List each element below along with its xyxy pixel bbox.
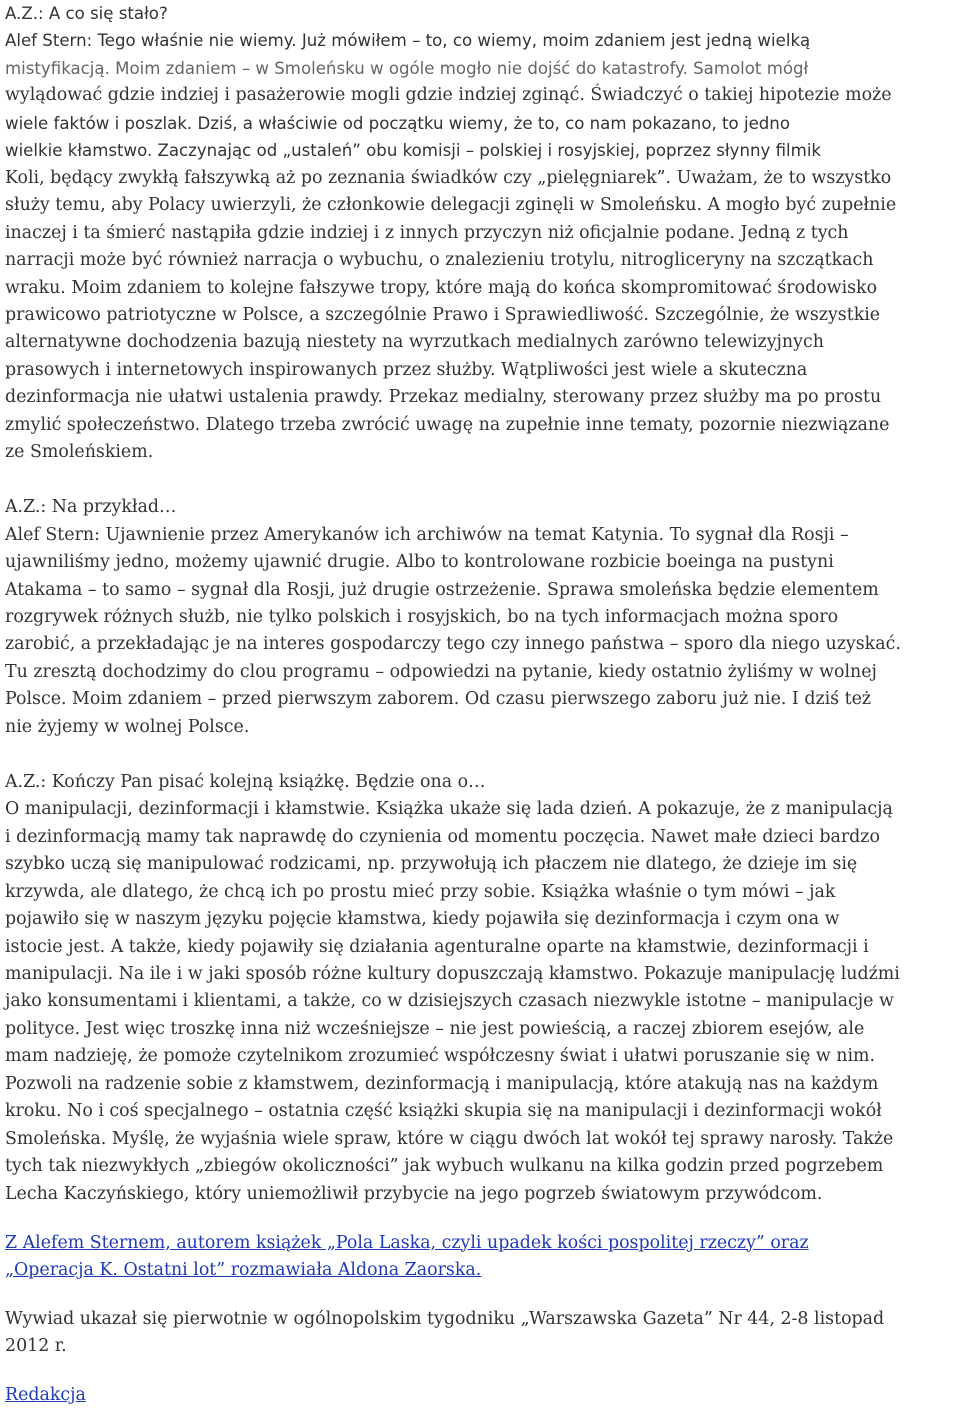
answer-line: Koli, będący zwykłą fałszywką aż po zeznania świadków czy „pielęgniarek”. Uważam, że to wszystko: [5, 167, 892, 188]
answer-line: Alef Stern: Ujawnienie przez Amerykanów ich archiwów na temat Katynia. To sygnał dla Rosji –: [5, 524, 849, 545]
answer-line: O manipulacji, dezinformacji i kłamstwie. Książka ukaże się lada dzień. A pokazuje, że z manipulacją: [5, 799, 893, 820]
answer-line: zmylić społeczeństwo. Dlatego trzeba zwrócić uwagę na zupełnie inne tematy, pozornie niezwiązane: [5, 414, 890, 435]
answer-line: mam nadzieję, że pomoże czytelnikom zrozumieć współczesny świat i ułatwi poruszanie się w nim.: [5, 1046, 876, 1067]
answer-line: kroku. No i coś specjalnego – ostatnia część książki skupia się na manipulacji i dezinformacji wokół: [5, 1101, 882, 1122]
interview-block-1: [5, 0, 956, 467]
answer-line: pojawiło się w naszym języku pojęcie kłamstwa, kiedy pojawiła się dezinformacja i czym ona w: [5, 909, 840, 930]
source-note: [5, 1306, 956, 1361]
credit-link-line[interactable]: Z Alefem Sternem, autorem książek „Pola Laska, czyli upadek kości pospolitej rzeczy” oraz: [5, 1232, 809, 1253]
answer-line: tych tak niezwykłych „zbiegów okoliczności” jak wybuch wulkanu na kilka godzin przed pogrzebem: [5, 1156, 884, 1177]
answer-line: krzywda, ale dlatego, że chcą ich po prostu mieć przy sobie. Książka właśnie o tym mówi – jak: [5, 881, 836, 902]
answer-line: narracji może być również narracja o wybuchu, o znalezieniu trotylu, nitrogliceryny na szczątkach: [5, 250, 874, 271]
source-line: Wywiad ukazał się pierwotnie w ogólnopolskim tygodniku „Warszawska Gazeta” Nr 44, 2-8 listopad: [5, 1308, 885, 1329]
answer-line: mistyfikacją. Moim zdaniem – w Smoleńsku w ogóle mogło nie dojść do katastrofy. Samolot mógł: [5, 58, 809, 78]
answer-line: ze Smoleńskiem.: [5, 442, 154, 463]
answer-line: rozgrywek różnych służb, nie tylko polskich i rosyjskich, bo na tych informacjach można sporo: [5, 607, 839, 628]
answer-line: ujawniliśmy jedno, możemy ujawnić drugie. Albo to kontrolowane rozbicie boeinga na pustyni: [5, 552, 834, 573]
answer-line: zarobić, a przekładając je na interes gospodarczy tego czy innego państwa – sporo dla niego uzyskać.: [5, 634, 901, 655]
answer-line: wiele faktów i poszlak. Dziś, a właściwie od początku wiemy, że to, co nam pokazano, to jedno: [5, 113, 790, 133]
answer-line: szybko uczą się manipulować rodzicami, np. przywołują ich płaczem nie dlatego, że dzieje im się: [5, 854, 858, 875]
answer-line: manipulacji. Na ile i w jaki sposób różne kultury dopuszczają kłamstwo. Pokazuje manipulację ludźmi: [5, 963, 900, 984]
interview-block-2: [5, 494, 956, 741]
interview-block-3: [5, 769, 956, 1208]
answer-line: i dezinformacją mamy tak naprawdę do czynienia od momentu poczęcia. Nawet małe dzieci bardzo: [5, 826, 880, 847]
answer-line: polityce. Jest więc troszkę inna niż wcześniejsze – nie jest powieścią, a raczej zbiorem esejów, ale: [5, 1018, 865, 1039]
answer-line: wylądować gdzie indziej i pasażerowie mogli gdzie indziej zginąć. Świadczyć o takiej hipotezie może: [5, 85, 892, 106]
answer-line: istocie jest. A także, kiedy pojawiły się działania agenturalne oparte na kłamstwie, dezinformacji i: [5, 936, 869, 957]
answer-line: dezinformacja nie ułatwi ustalenia prawdy. Przekaz medialny, sterowany przez służby ma po prostu: [5, 387, 882, 408]
answer-line: Lecha Kaczyńskiego, który uniemożliwił przybycie na jego pogrzeb światowym przywódcom.: [5, 1183, 823, 1204]
answer-line: prasowych i internetowych inspirowanych przez służby. Wątpliwości jest wiele a skuteczna: [5, 359, 808, 380]
question-text: A.Z.: A co się stało?: [5, 4, 168, 23]
answer-line: inaczej i ta śmierć nastąpiła gdzie indziej i z innych przyczyn niż oficjalnie podane. Jedną z tych: [5, 222, 849, 243]
answer-line: Pozwoli na radzenie sobie z kłamstwem, dezinformacją i manipulacją, które atakują nas na każdym: [5, 1073, 879, 1094]
author-credit[interactable]: [5, 1230, 956, 1285]
answer-line: nie żyjemy w wolnej Polsce.: [5, 716, 250, 737]
answer-line: Alef Stern: Tego właśnie nie wiemy. Już mówiłem – to, co wiemy, moim zdaniem jest jedną wielką: [5, 31, 811, 51]
answer-line: Smoleńska. Myślę, że wyjaśnia wiele spraw, które w ciągu dwóch lat wokół tej sprawy narosły. Także: [5, 1128, 894, 1149]
source-line: 2012 r.: [5, 1336, 67, 1357]
answer-line: prawicowo patriotyczne w Polsce, a szczególnie Prawo i Sprawiedliwość. Szczególnie, że wszystkie: [5, 304, 881, 325]
author-section: [5, 1382, 956, 1409]
answer-line: Polsce. Moim zdaniem – przed pierwszym zaborem. Od czasu pierwszego zaboru już nie. I dziś też: [5, 689, 872, 710]
answer-line: jako konsumentami i klientami, a także, co w dzisiejszych czasach niezwykle istotne – manipulacje w: [5, 991, 894, 1012]
question-text: A.Z.: Kończy Pan pisać kolejną książkę. Będzie ona o…: [5, 771, 486, 792]
answer-line: wielkie kłamstwo. Zaczynając od „ustaleń” obu komisji – polskiej i rosyjskiej, poprzez słynny filmik: [5, 141, 822, 161]
answer-line: wraku. Moim zdaniem to kolejne fałszywe tropy, które mają do końca skompromitować środowisko: [5, 277, 878, 298]
answer-line: alternatywne dochodzenia bazują niestety na wyrzutkach medialnych zarówno telewizyjnych: [5, 332, 824, 353]
credit-link-line[interactable]: „Operacja K. Ostatni lot” rozmawiała Aldona Zaorska.: [5, 1259, 482, 1280]
answer-line: Tu zresztą dochodzimy do clou programu – odpowiedzi na pytanie, kiedy ostatnio żyliśmy w wolnej: [5, 661, 877, 682]
editorial-link[interactable]: Redakcja: [5, 1385, 86, 1406]
question-text: A.Z.: Na przykład…: [5, 497, 177, 518]
answer-line: Atakama – to samo – sygnał dla Rosji, już drugie ostrzeżenie. Sprawa smoleńska będzie elementem: [5, 579, 879, 600]
answer-line: służy temu, aby Polacy uwierzyli, że członkowie delegacji zginęli w Smoleńsku. A mogło być zupełnie: [5, 195, 897, 216]
